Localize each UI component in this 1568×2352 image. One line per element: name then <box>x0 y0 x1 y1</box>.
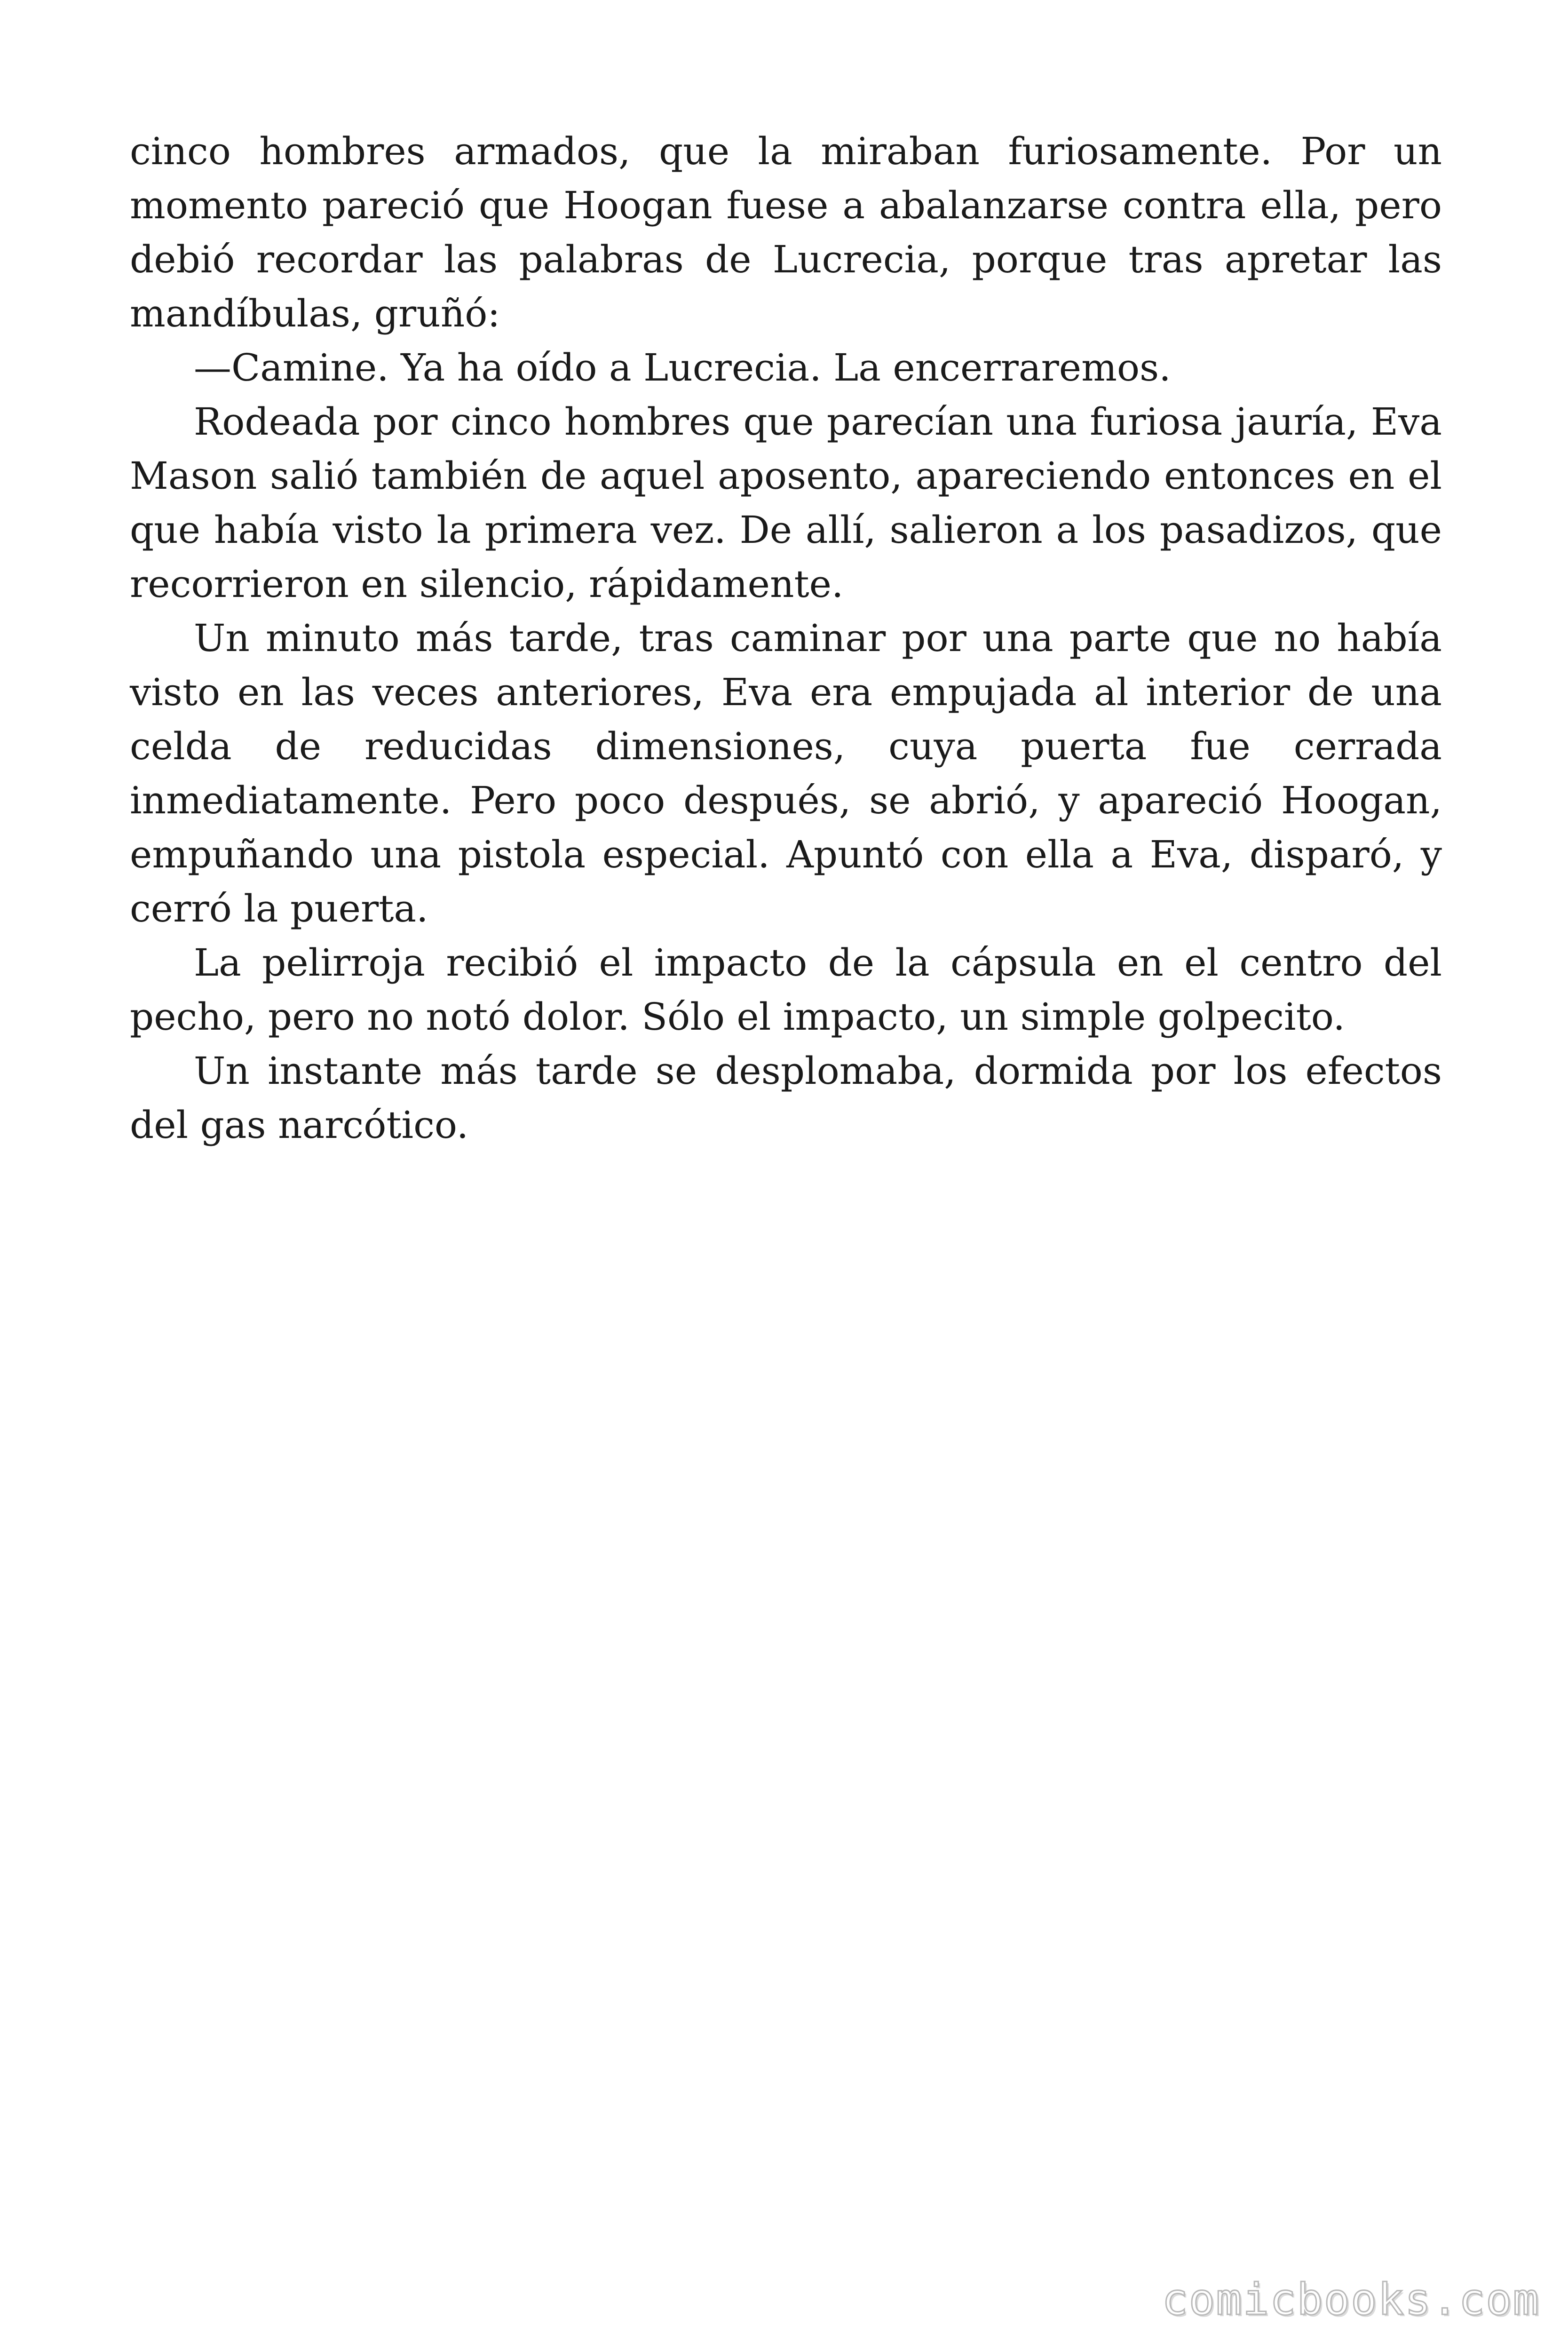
paragraph-5: La pelirroja recibió el impacto de la cápsula en el centro del pecho, pero no notó dolor. Sólo el impacto, un simple golpecito. <box>130 941 1442 1039</box>
watermark-logo: comicbooks.com <box>1162 2274 1540 2325</box>
paragraph-1: cinco hombres armados, que la miraban furiosamente. Por un momento pareció que Hoogan fuese a abalanzarse contra ella, pero debió recordar las palabras de Lucrecia, porque tras apretar las mandíbulas, gruñó: <box>130 129 1442 335</box>
paragraph-4: Un minuto más tarde, tras caminar por una parte que no había visto en las veces anteriores, Eva era empujada al interior de una celda de reducidas dimensiones, cuya puerta fue cerrada inmediatamente. Pero poco después, se abrió, y apareció Hoogan, empuñando una pistola especial. Apuntó con ella a Eva, disparó, y cerró la puerta. <box>130 616 1442 930</box>
paragraph-2-dialogue: —Camine. Ya ha oído a Lucrecia. La encerraremos. <box>194 346 1171 389</box>
body-text <box>130 124 1442 1152</box>
paragraph-3: Rodeada por cinco hombres que parecían una furiosa jauría, Eva Mason salió también de aquel aposento, apareciendo entonces en el que había visto la primera vez. De allí, salieron a los pasadizos, que recorrieron en silencio, rápidamente. <box>130 400 1442 606</box>
paragraph-6: Un instante más tarde se desplomaba, dormida por los efectos del gas narcótico. <box>130 1049 1442 1147</box>
